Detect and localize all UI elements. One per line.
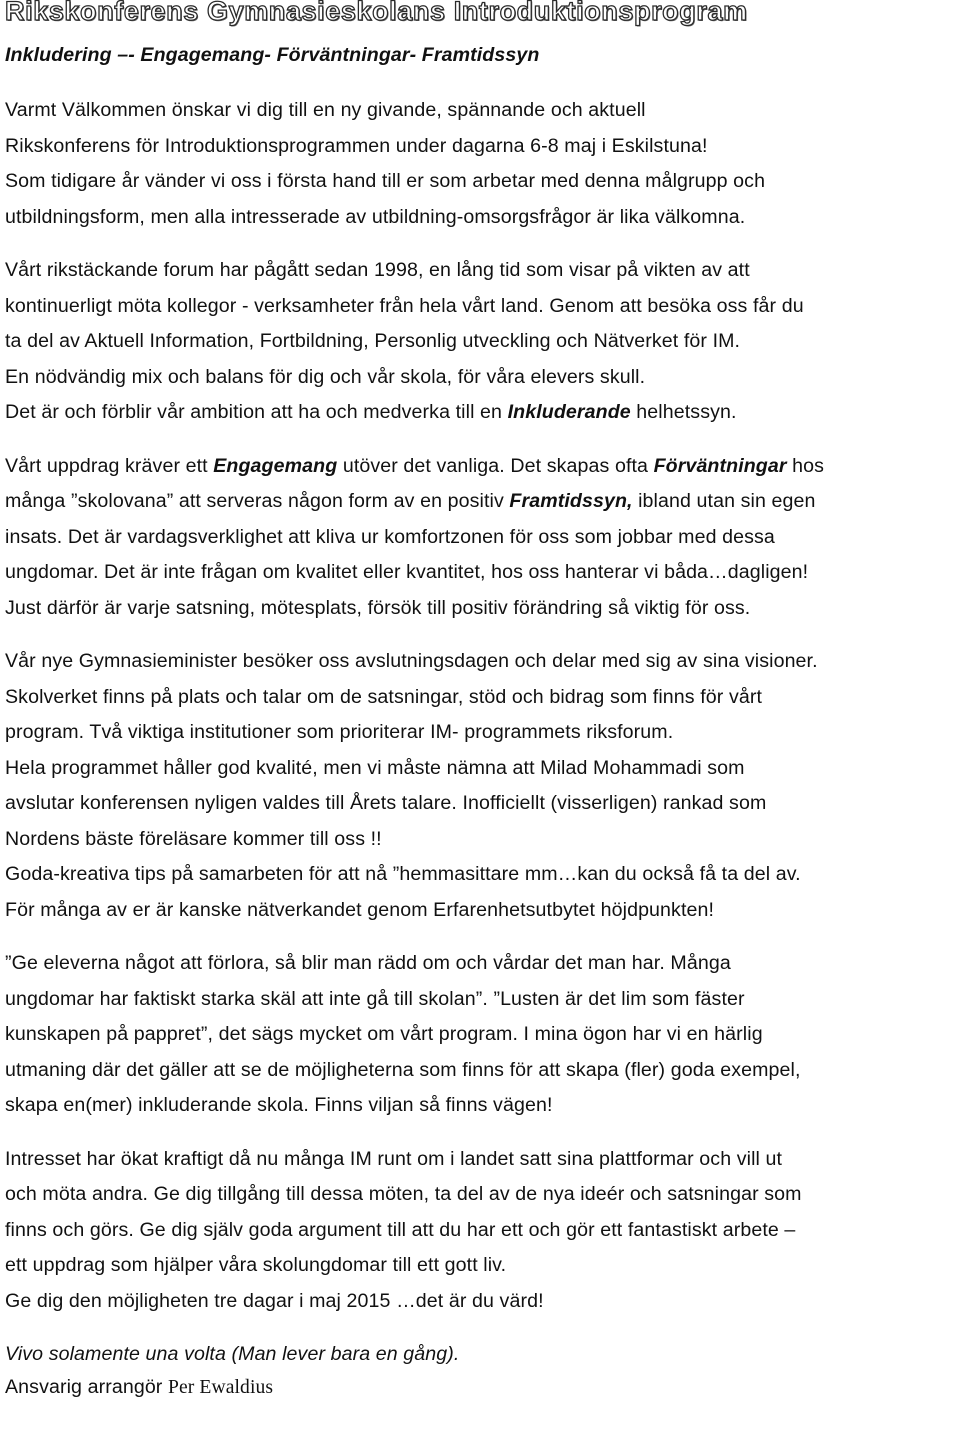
spacer	[5, 1319, 955, 1337]
paragraph-interest	[5, 1142, 955, 1320]
organizer-line	[5, 1373, 955, 1401]
spacer	[5, 235, 955, 253]
text-line: För många av er är kanske nätverkandet genom Erfarenhetsutbytet höjdpunkten!	[5, 898, 715, 921]
paragraph-forum	[5, 253, 955, 431]
text-line: ett uppdrag som hjälper våra skolungdomar till ett gott liv.	[5, 1254, 507, 1276]
paragraph-program	[5, 644, 955, 928]
text-line: utbildningsform, men alla intresserade av utbildning-omsorgsfrågor är lika välkomna.	[5, 205, 746, 228]
text-line: Hela programmet håller god kvalité, men vi måste nämna att Milad Mohammadi som	[5, 756, 745, 779]
text-line: utmaning där det gäller att se de möjligheterna som finns för att skapa (fler) goda exempel,	[5, 1058, 801, 1081]
text-line: ungdomar har faktiskt starka skäl att inte gå till skolan”. ”Lusten är det lim som fäster	[5, 987, 745, 1010]
text-span: hos	[786, 454, 825, 477]
text-line: Just därför är varje satsning, mötesplats, försök till positiv förändring så viktig för oss.	[5, 596, 751, 619]
text-line	[5, 395, 955, 431]
document	[5, 0, 955, 1401]
text-line: Vårt rikstäckande forum har pågått sedan 1998, en lång tid som visar på vikten av att	[5, 259, 750, 281]
text-line: insats. Det är vardagsverklighet att kliva ur komfortzonen för oss som jobbar med dessa	[5, 525, 775, 548]
text-span: ibland utan sin egen	[632, 490, 816, 512]
text-span: Det är och förblir vår ambition att ha och medverka till en	[5, 401, 508, 423]
paragraph-quote	[5, 946, 955, 1124]
text-line: kontinuerligt möta kollegor - verksamheter från hela vårt land. Genom att besöka oss får du	[5, 294, 804, 317]
text-line: Intresset har ökat kraftigt då nu många IM runt om i landet satt sina plattformar och vill ut	[5, 1147, 783, 1170]
spacer	[5, 1124, 955, 1142]
text-line: och möta andra. Ge dig tillgång till dessa möten, ta del av de nya ideér och satsningar som	[5, 1183, 802, 1205]
text-line	[5, 484, 955, 520]
document-subtitle: Inkludering –- Engagemang- Förväntningar- Framtidssyn	[5, 44, 540, 66]
text-line: finns och görs. Ge dig själv goda argument till att du har ett och gör ett fantastiskt arbete –	[5, 1218, 796, 1241]
spacer	[5, 928, 955, 946]
emphasis-forvantningar: Förväntningar	[653, 454, 787, 477]
text-line: Nordens bäste föreläsare kommer till oss !!	[5, 827, 382, 850]
text-line: Ge dig den möjligheten tre dagar i maj 2015 …det är du värd!	[5, 1289, 544, 1312]
spacer	[5, 626, 955, 644]
organizer-name: Per Ewaldius	[167, 1376, 274, 1398]
text-line: program. Två viktiga institutioner som prioriterar IM- programmets riksforum.	[5, 721, 674, 743]
closing	[5, 1337, 955, 1401]
paragraph-welcome	[5, 93, 955, 235]
text-line: ta del av Aktuell Information, Fortbildning, Personlig utveckling och Nätverket för IM.	[5, 330, 741, 352]
text-line: kunskapen på pappret”, det sägs mycket om vårt program. I mina ögon har vi en härlig	[5, 1023, 763, 1045]
text-line: Skolverket finns på plats och talar om de satsningar, stöd och bidrag som finns för vårt	[5, 685, 763, 708]
text-line: Rikskonferens för Introduktionsprogrammen under dagarna 6-8 maj i Eskilstuna!	[5, 134, 708, 157]
organizer-label: Ansvarig arrangör	[5, 1375, 168, 1398]
text-span: många ”skolovana” att serveras någon form av en positiv	[5, 490, 510, 512]
spacer	[5, 72, 955, 93]
text-span: utöver det vanliga. Det skapas ofta	[337, 454, 654, 477]
text-line: Varmt Välkommen önskar vi dig till en ny givande, spännande och aktuell	[5, 99, 646, 121]
text-line: Goda-kreativa tips på samarbeten för att nå ”hemmasittare mm…kan du också få ta del av.	[5, 863, 801, 885]
text-span: helhetssyn.	[630, 401, 737, 423]
text-span: Vårt uppdrag kräver ett	[5, 454, 214, 477]
text-line: avslutar konferensen nyligen valdes till Årets talare. Inofficiellt (visserligen) rankad som	[5, 792, 767, 814]
text-line: Vår nye Gymnasieminister besöker oss avslutningsdagen och delar med sig av sina visioner.	[5, 650, 818, 672]
text-line: ”Ge eleverna något att förlora, så blir man rädd om och vårdar det man har. Många	[5, 952, 731, 974]
text-line: skapa en(mer) inkluderande skola. Finns viljan så finns vägen!	[5, 1094, 553, 1116]
closing-motto: Vivo solamente una volta (Man lever bara en gång).	[5, 1343, 460, 1365]
text-line: En nödvändig mix och balans för dig och vår skola, för våra elevers skull.	[5, 365, 646, 388]
text-line: Som tidigare år vänder vi oss i första hand till er som arbetar med denna målgrupp och	[5, 170, 766, 192]
emphasis-framtidssyn: Framtidssyn,	[509, 490, 633, 512]
paragraph-mission	[5, 449, 955, 627]
text-line	[5, 449, 955, 485]
text-line: ungdomar. Det är inte frågan om kvalitet eller kvantitet, hos oss hanterar vi båda…dagligen!	[5, 561, 809, 583]
emphasis-engagemang: Engagemang	[213, 454, 338, 477]
spacer	[5, 431, 955, 449]
document-title: Rikskonferens Gymnasieskolans Introduktionsprogram	[5, 0, 748, 26]
emphasis-inkluderande: Inkluderande	[507, 401, 631, 423]
